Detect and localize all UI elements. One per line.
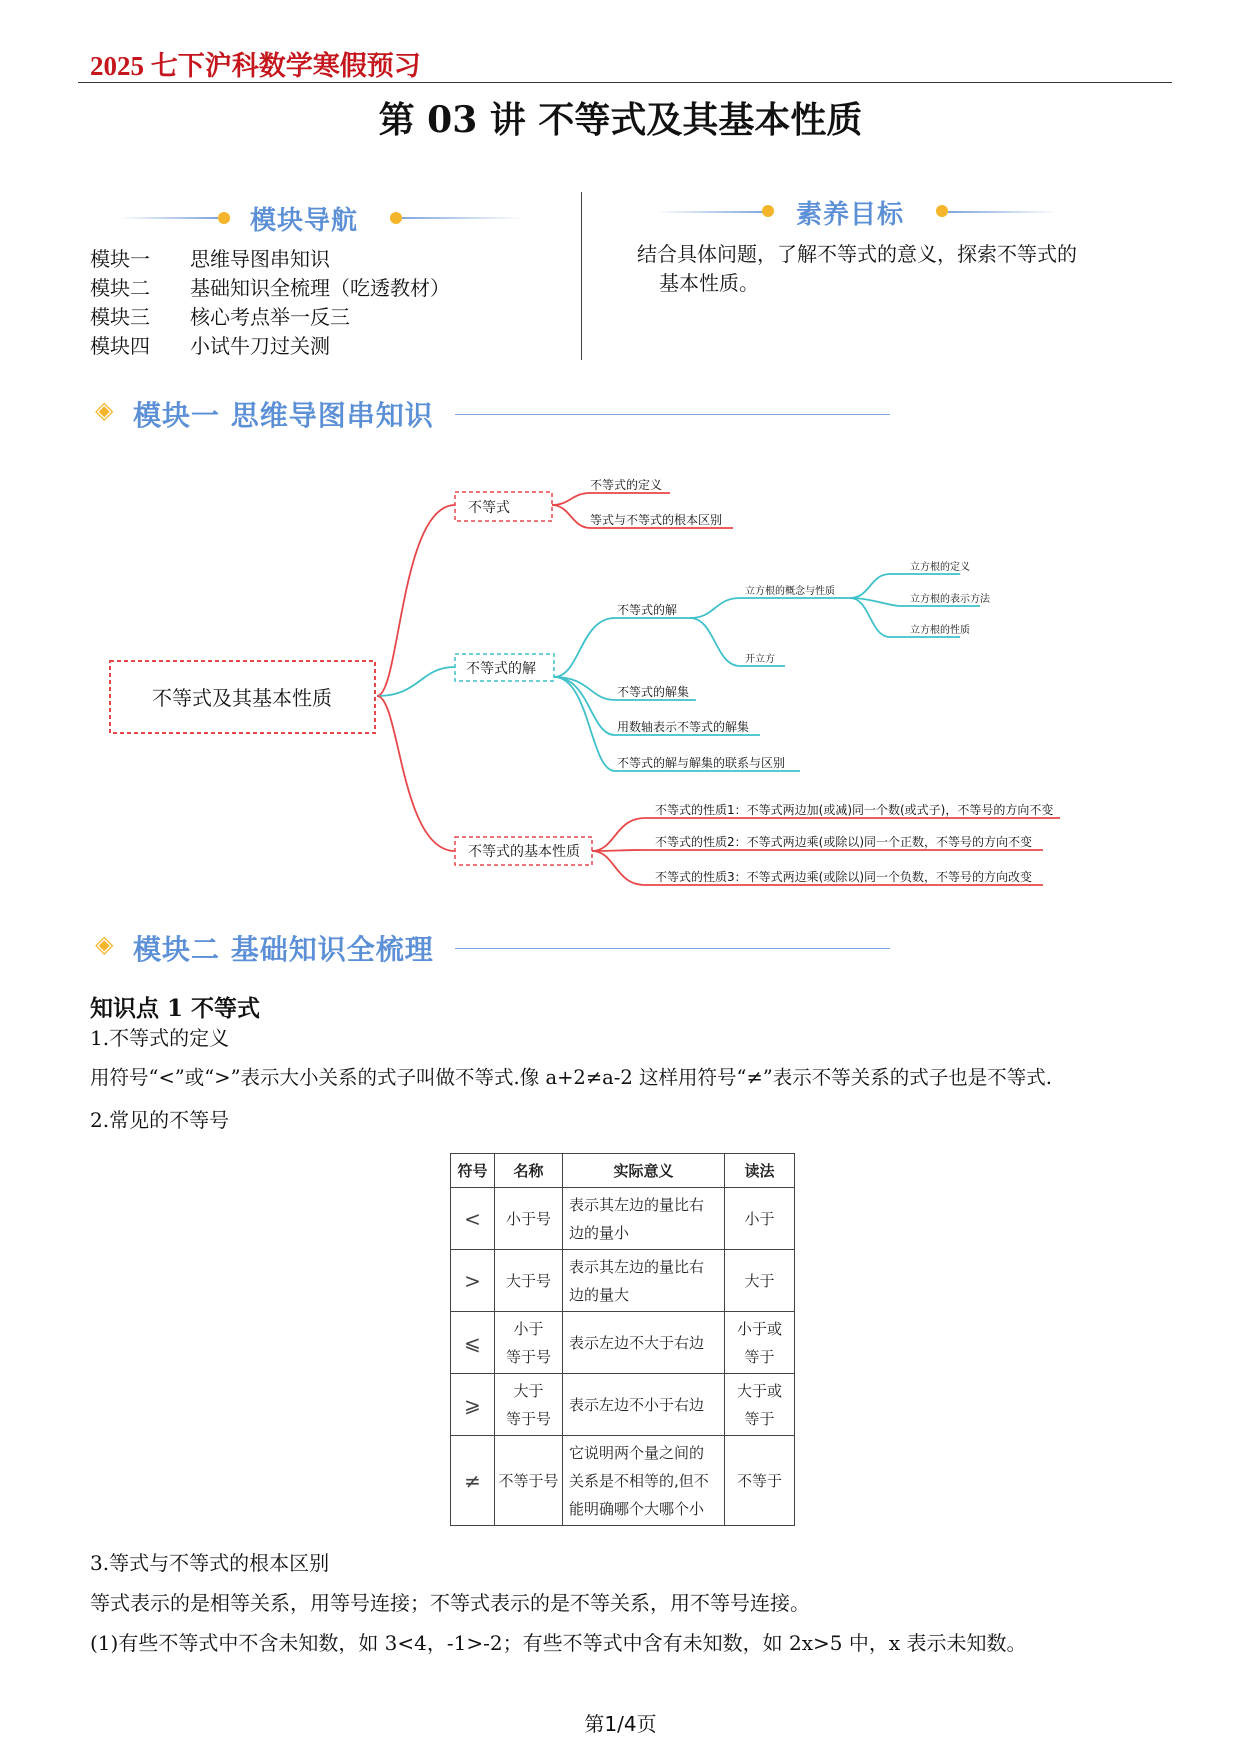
section3-text: 等式表示的是相等关系，用等号连接；不等式表示的是不等关系，用不等号连接。 [90, 1591, 810, 1615]
nav-title-line-left [118, 217, 218, 219]
reading-cell: 大于或 等于 [725, 1374, 795, 1436]
reading-cell: 小于 [725, 1188, 795, 1250]
name-cell: 小于 等于号 [495, 1312, 563, 1374]
module2-title: 模块二 基础知识全梳理 [133, 933, 434, 966]
mm-b2-concept-child-1: 立方根的定义 [910, 562, 970, 573]
symbol-cell: < [451, 1188, 495, 1250]
goals-title-line-right [948, 211, 1058, 213]
section1-text: 用符号“<”或“>”表示大小关系的式子叫做不等式.像 a+2≠a-2 这样用符号“≠”表示不等关系的式子也是不等式. [90, 1066, 1052, 1089]
nav-item-3[interactable]: 模块三 核心考点举一反三 [90, 305, 350, 329]
reading-cell: 不等于 [725, 1436, 795, 1526]
mm-b2-other: 开立方 [745, 654, 775, 665]
mm-b2-child-2: 用数轴表示不等式的解集 [617, 720, 750, 734]
mm-branch2-label: 不等式的解 [466, 661, 536, 677]
reading-cell: 大于 [725, 1250, 795, 1312]
meaning-cell: 表示其左边的量比右 边的量小 [563, 1188, 725, 1250]
module1-banner [95, 394, 895, 434]
mm-b2-sub1-label: 不等式的解 [617, 603, 678, 617]
diamond-arrow-icon: ◈ [95, 930, 114, 958]
module1-title: 模块一 思维导图串知识 [133, 399, 434, 432]
document-header: 2025 七下沪科数学寒假预习 [90, 51, 421, 81]
table-header-row [451, 1154, 795, 1188]
mm-b2-concept-child-2: 立方根的表示方法 [910, 594, 990, 605]
lesson-title: 第 03 讲 不等式及其基本性质 [378, 99, 863, 141]
mm-branch3-label: 不等式的基本性质 [468, 844, 580, 860]
meaning-cell: 表示其左边的量比右 边的量大 [563, 1250, 725, 1312]
inequality-symbol-table [450, 1153, 795, 1526]
mm-b3-child-2: 不等式的性质2：不等式两边乘(或除以)同一个正数，不等号的方向不变 [655, 835, 1033, 849]
mm-root-label: 不等式及其基本性质 [152, 686, 332, 710]
section3-heading: 3.等式与不等式的根本区别 [90, 1551, 330, 1575]
mm-edge-sub1-concept [690, 598, 850, 618]
diamond-arrow-icon: ◈ [95, 396, 114, 424]
goals-title-dot-right [936, 205, 948, 217]
mm-edge-b2-sub1 [554, 618, 690, 677]
table-row [451, 1250, 795, 1312]
symbol-cell: ⩽ [451, 1312, 495, 1374]
panel-divider [581, 192, 582, 360]
table-header-cell: 符号 [451, 1154, 495, 1188]
module2-banner [95, 928, 895, 968]
table-header-cell: 读法 [725, 1154, 795, 1188]
mm-b2-concept-child-3: 立方根的性质 [910, 625, 970, 636]
mm-b3-child-3: 不等式的性质3：不等式两边乘(或除以)同一个负数，不等号的方向改变 [655, 870, 1033, 884]
mm-b1-child-1: 不等式的定义 [590, 478, 663, 492]
mm-b2-concept-label: 立方根的概念与性质 [745, 586, 835, 597]
section3-note: (1)有些不等式中不含未知数，如 3<4，-1>-2；有些不等式中含有未知数，如 2x>5 中，x 表示未知数。 [90, 1631, 1027, 1655]
nav-title-dot-left [218, 212, 230, 224]
section2-heading: 2.常见的不等号 [90, 1108, 230, 1132]
mm-edge-b3-c2 [592, 850, 1043, 851]
table-header-cell: 名称 [495, 1154, 563, 1188]
goals-title-dot-left [762, 205, 774, 217]
nav-title-line-right [402, 217, 522, 219]
header-divider [78, 82, 1172, 83]
mm-edge-root-b3 [377, 696, 455, 851]
table-row [451, 1436, 795, 1526]
nav-title-dot-right [390, 212, 402, 224]
nav-item-4[interactable]: 模块四 小试牛刀过关测 [90, 334, 330, 358]
name-cell: 不等于号 [495, 1436, 563, 1526]
name-cell: 小于号 [495, 1188, 563, 1250]
mm-b2-child-1: 不等式的解集 [617, 685, 690, 699]
mm-edge-b1-c1 [552, 493, 670, 505]
knowledge-point-title: 知识点 1 不等式 [90, 995, 261, 1022]
meaning-cell: 表示左边不小于右边 [563, 1374, 725, 1436]
goals-text: 结合具体问题，了解不等式的意义，探索不等式的 基本性质。 [637, 242, 1077, 295]
section1-heading: 1.不等式的定义 [90, 1026, 230, 1050]
table-row [451, 1374, 795, 1436]
mm-b2-child-3: 不等式的解与解集的联系与区别 [617, 756, 786, 770]
mm-edge-root-b2 [377, 667, 455, 696]
symbol-cell: > [451, 1250, 495, 1312]
table-row [451, 1312, 795, 1374]
mm-branch1-label: 不等式 [468, 500, 510, 516]
meaning-cell: 表示左边不大于右边 [563, 1312, 725, 1374]
nav-item-2[interactable]: 模块二 基础知识全梳理（吃透教材） [90, 276, 450, 300]
module2-rule [455, 948, 890, 949]
goals-title-line-left [655, 211, 765, 213]
mm-b3-child-1: 不等式的性质1：不等式两边加(或减)同一个数(或式子)，不等号的方向不变 [655, 803, 1054, 817]
nav-panel-title: 模块导航 [250, 206, 359, 236]
module1-rule [455, 414, 890, 415]
page-number: 第1/4页 [584, 1712, 657, 1736]
nav-item-1[interactable]: 模块一 思维导图串知识 [90, 247, 330, 271]
mm-edge-root-b1 [377, 505, 455, 696]
symbol-cell: ⩾ [451, 1374, 495, 1436]
table-header-cell: 实际意义 [563, 1154, 725, 1188]
name-cell: 大于 等于号 [495, 1374, 563, 1436]
meaning-cell: 它说明两个量之间的 关系是不相等的,但不 能明确哪个大哪个小 [563, 1436, 725, 1526]
mind-map [100, 465, 1100, 910]
module-nav-list [90, 245, 450, 361]
reading-cell: 小于或 等于 [725, 1312, 795, 1374]
mm-b1-child-2: 等式与不等式的根本区别 [590, 513, 723, 527]
symbol-cell: ≠ [451, 1436, 495, 1526]
name-cell: 大于号 [495, 1250, 563, 1312]
table-row [451, 1188, 795, 1250]
goals-panel-title: 素养目标 [796, 200, 905, 230]
